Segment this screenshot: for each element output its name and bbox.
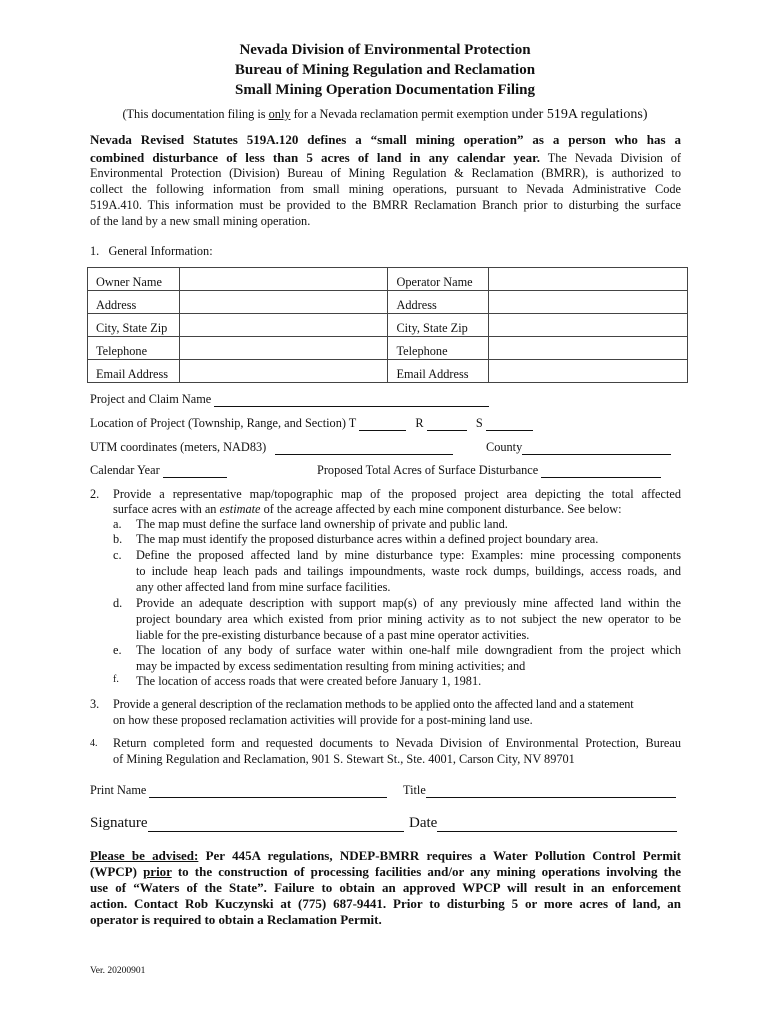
operator-telephone-field[interactable]: [489, 337, 688, 360]
calendar-year-field[interactable]: [163, 464, 227, 478]
operator-name-field[interactable]: [489, 268, 688, 291]
operator-name-label: Operator Name: [388, 268, 489, 291]
operator-city-field[interactable]: [489, 314, 688, 337]
item-d-line: Provide an adequate description with support map(s) of any previously mine affected land within the: [136, 596, 681, 610]
project-claim-label: Project and Claim Name: [90, 392, 212, 406]
title-line-2: Bureau of Mining Regulation and Reclamation: [234, 62, 536, 78]
title-line-3: Small Mining Operation Documentation Filing: [234, 82, 535, 98]
version-label: Ver. 20200901: [90, 966, 146, 976]
item-e-line: may be impacted by excess sedimentation resulting from mining activities; and: [136, 659, 526, 673]
owner-name-field[interactable]: [179, 268, 388, 291]
signature-field[interactable]: [148, 815, 404, 832]
intro-line-3: Environmental Protection (Division) Bureau of Mining Regulation & Reclamation (BMRR), is authorized to: [90, 166, 681, 180]
owner-telephone-label: Telephone: [88, 337, 180, 360]
item-e-letter: e.: [113, 643, 122, 657]
owner-telephone-field[interactable]: [179, 337, 388, 360]
utm-row: [90, 440, 453, 455]
calendar-year-label: Calendar Year: [90, 463, 160, 477]
operator-telephone-label: Telephone: [388, 337, 489, 360]
signature-row: [90, 815, 404, 832]
item-c-letter: c.: [113, 548, 122, 562]
range-field[interactable]: [427, 417, 467, 431]
item-c-line: any other affected land from mine surface facilities.: [136, 580, 391, 594]
item-f-line: The location of access roads that were created before January 1, 1981.: [136, 674, 482, 688]
location-row: [90, 416, 533, 431]
item-b-line: The map must identify the proposed disturbance acres within a defined project boundary area.: [136, 532, 599, 546]
section-3-line-1: Provide a general description of the reclamation methods to be applied onto the affected land and a statement: [113, 697, 634, 711]
advisory-line-4: action. Contact Rob Kuczynski at (775) 687-9441. Prior to disturbing 5 or more acres of land, an: [90, 896, 681, 911]
section-3-line-2: on how these proposed reclamation activities will provide for a post-mining land use.: [113, 713, 533, 727]
title-line-1: Nevada Division of Environmental Protection: [239, 42, 531, 58]
operator-address-field[interactable]: [489, 291, 688, 314]
intro-line-6: of the land by a new small mining operation.: [90, 214, 311, 228]
section-2-line-1: Provide a representative map/topographic map of the proposed project area depicting the total affected: [113, 487, 681, 501]
table-row: [88, 314, 688, 337]
title-label: Title: [403, 783, 426, 797]
owner-email-field[interactable]: [179, 360, 388, 383]
section-field[interactable]: [486, 417, 533, 431]
section-2-line-2: surface acres with an estimate of the acreage affected by each mine component disturbance. See below:: [113, 502, 622, 516]
project-claim-field[interactable]: [214, 393, 489, 407]
general-info-table: [87, 267, 688, 383]
table-row: [88, 291, 688, 314]
advisory-line-1: Please be advised: Per 445A regulations, NDEP-BMRR requires a Water Pollution Control Permit: [90, 848, 682, 863]
county-row: [486, 440, 671, 455]
owner-address-label: Address: [88, 291, 180, 314]
item-a-letter: a.: [113, 517, 122, 531]
advisory-line-2: (WPCP) prior to the construction of processing facilities and/or any mining operations involving the: [90, 864, 681, 879]
intro-line-1: Nevada Revised Statutes 519A.120 defines a “small mining operation” as a person who has a: [90, 132, 681, 147]
item-d-letter: d.: [113, 596, 123, 610]
operator-address-label: Address: [388, 291, 489, 314]
owner-city-label: City, State Zip: [88, 314, 180, 337]
table-row: [88, 268, 688, 291]
owner-address-field[interactable]: [179, 291, 388, 314]
item-e-line: The location of any body of surface water within one-half mile downgradient from the project which: [136, 643, 681, 657]
county-field[interactable]: [522, 441, 671, 455]
intro-line-5: 519A.410. This information must be provided to the BMRR Reclamation Branch prior to disturbing the surface: [90, 198, 681, 212]
owner-email-label: Email Address: [88, 360, 180, 383]
advisory-line-3: use of “Waters of the State”. Failure to obtain an approved WPCP will result in an enforcement: [90, 880, 681, 895]
operator-email-field[interactable]: [489, 360, 688, 383]
print-name-field[interactable]: [149, 784, 387, 798]
advisory-line-5: operator is required to obtain a Reclamation Permit.: [90, 912, 382, 927]
county-label: County: [486, 440, 523, 454]
print-name-label: Print Name: [90, 783, 147, 797]
date-row: [409, 815, 677, 832]
utm-field[interactable]: [275, 441, 453, 455]
title-field[interactable]: [426, 784, 676, 798]
owner-city-field[interactable]: [179, 314, 388, 337]
acres-field[interactable]: [541, 464, 661, 478]
table-row: [88, 337, 688, 360]
intro-line-2: combined disturbance of less than 5 acres of land in any calendar year. The Nevada Division of: [90, 150, 681, 165]
item-b-letter: b.: [113, 532, 123, 546]
section-4-line-1: Return completed form and requested documents to Nevada Division of Environmental Protection, Bureau: [113, 736, 681, 750]
item-f-letter: f.: [113, 674, 119, 685]
operator-email-label: Email Address: [388, 360, 489, 383]
date-label: Date: [409, 815, 438, 831]
section-1-heading: 1. General Information:: [90, 244, 213, 258]
utm-label: UTM coordinates (meters, NAD83): [90, 440, 267, 454]
date-field[interactable]: [437, 815, 677, 832]
section-4-number: 4.: [90, 738, 98, 749]
owner-name-label: Owner Name: [88, 268, 180, 291]
operator-city-label: City, State Zip: [388, 314, 489, 337]
location-label: Location of Project (Township, Range, and Section) T: [90, 416, 357, 430]
item-d-line: project boundary area which existed from prior mining activity as to not subject the new operator to be: [136, 612, 681, 626]
project-claim-row: [90, 392, 489, 407]
section-2-number: 2.: [90, 487, 100, 501]
signature-label: Signature: [90, 815, 148, 831]
item-a-line: The map must define the surface land ownership of private and public land.: [136, 517, 508, 531]
calendar-year-row: [90, 463, 227, 478]
section-label: S: [475, 416, 483, 430]
section-4-line-2: of Mining Regulation and Reclamation, 901 S. Stewart St., Ste. 4001, Carson City, NV 89701: [113, 752, 575, 766]
print-name-row: [90, 783, 387, 798]
acres-label: Proposed Total Acres of Surface Disturbance: [317, 463, 539, 477]
section-3-number: 3.: [90, 697, 100, 711]
township-field[interactable]: [359, 417, 406, 431]
subtitle: (This documentation filing is only for a Nevada reclamation permit exemption under 519A regulations): [122, 107, 648, 122]
table-row: [88, 360, 688, 383]
item-c-line: Define the proposed affected land by mine disturbance type: Examples: mine processing components: [136, 548, 681, 562]
item-c-line: to include heap leach pads and tailings impoundments, waste rock dumps, buildings, access roads, and: [136, 564, 681, 578]
intro-line-4: collect the following information from small mining operations, pursuant to Nevada Administrative Code: [90, 182, 681, 196]
range-label: R: [415, 416, 424, 430]
title-row: [403, 783, 676, 798]
acres-row: [317, 463, 661, 478]
item-d-line: liable for the pre-existing disturbance because of a past mine operator activities.: [136, 628, 530, 642]
